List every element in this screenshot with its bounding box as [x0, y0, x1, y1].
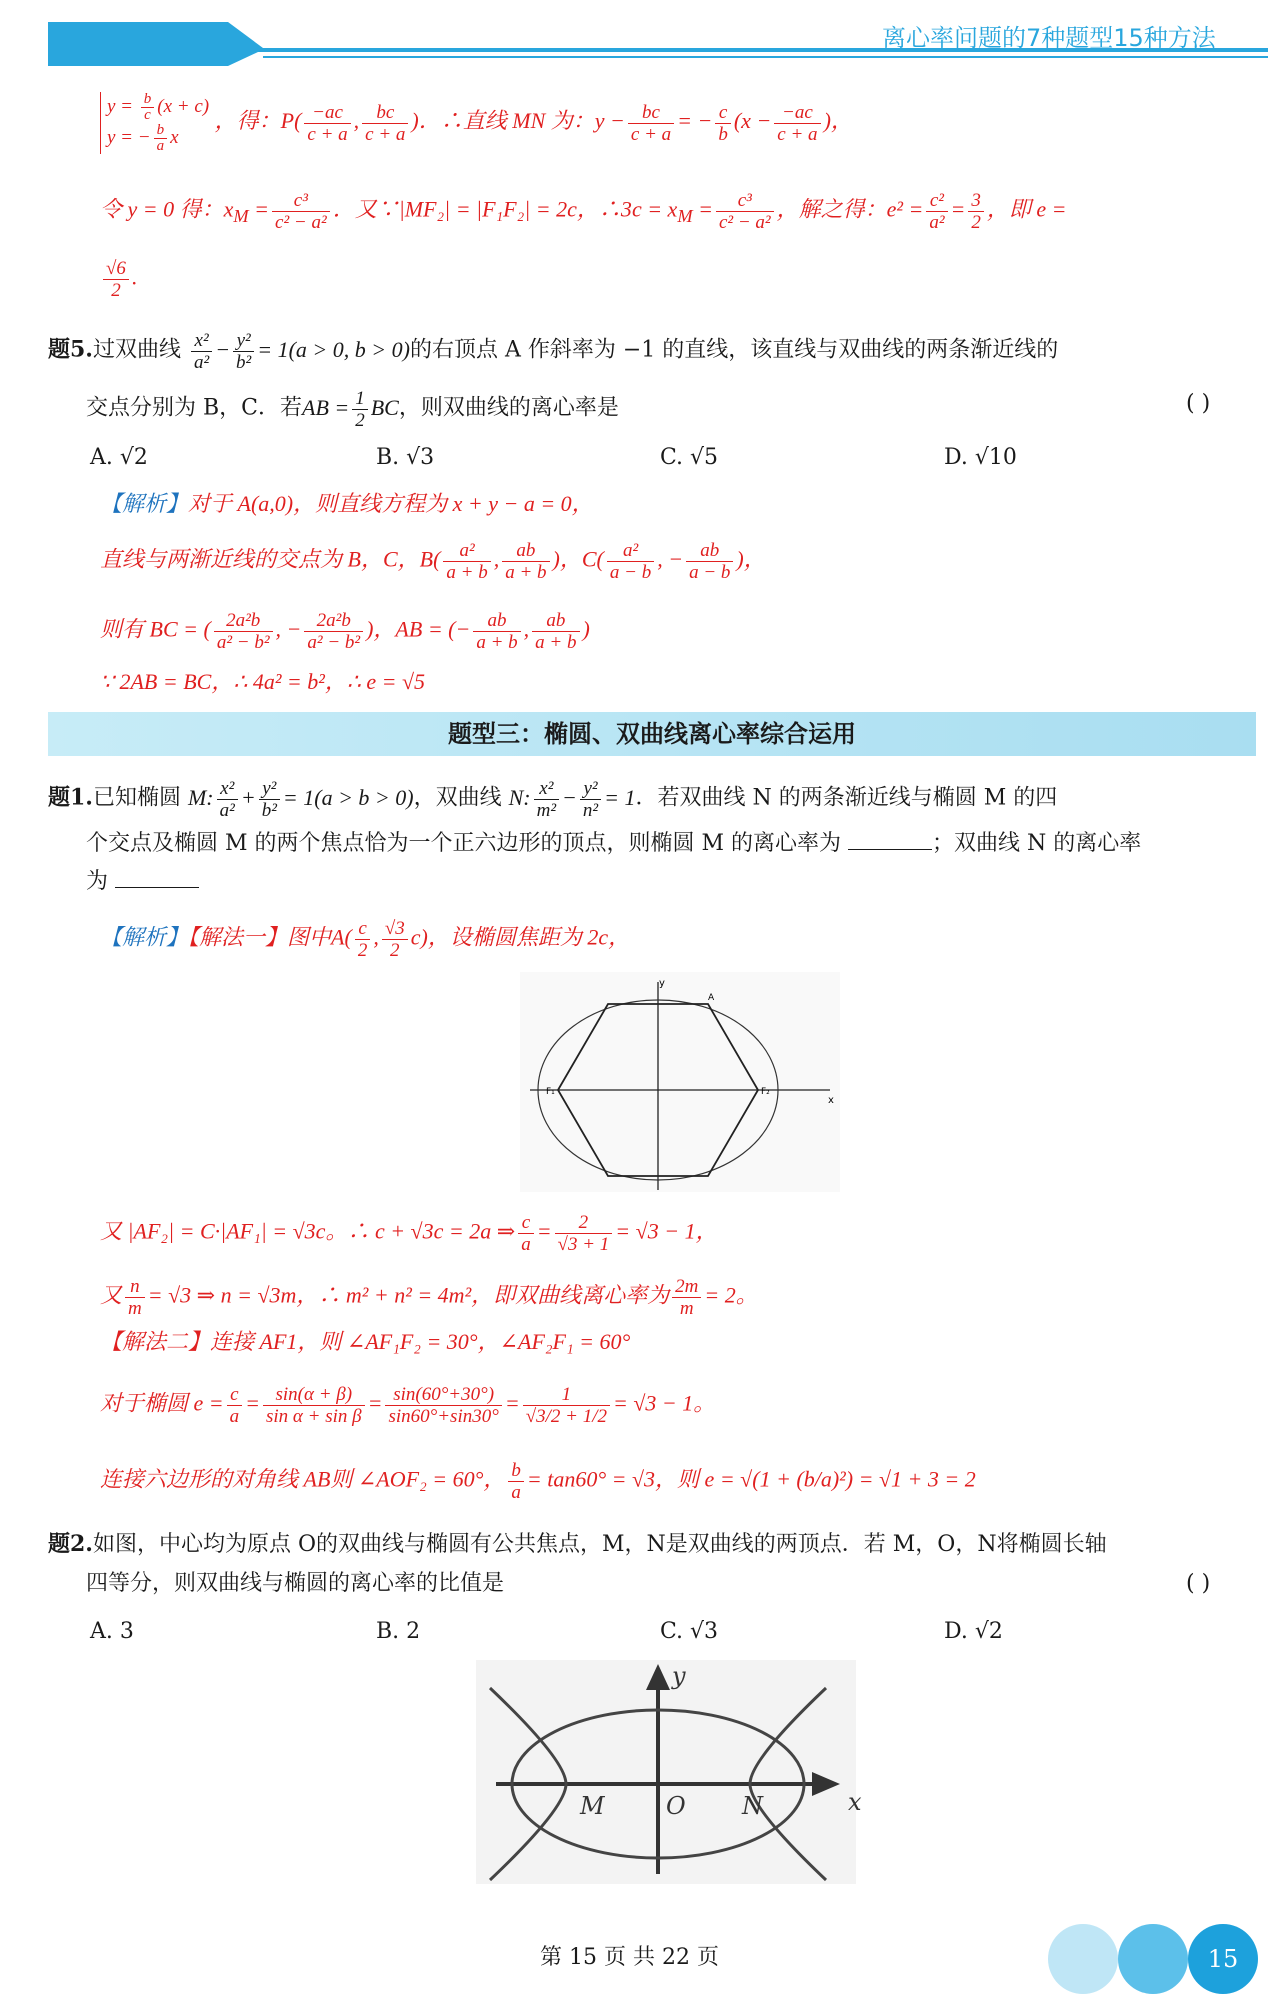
fig2-label-m: M: [580, 1792, 605, 1820]
q1-stem-line3: 为: [86, 866, 199, 898]
section-title-bar: 题型三：椭圆、双曲线离心率综合运用: [48, 712, 1256, 756]
q1-stem-line2: 个交点及椭圆 M 的两个焦点恰为一个正六边形的顶点，则椭圆 M 的离心率为 ；双曲线 N 的离心率: [86, 831, 1142, 856]
q5-stem-line1: 题5.过双曲线 $\frac{\text{x²}}{\text{a²}}$ − $\frac{\text{y²}}{\text{b²}}$ = 1(a > 0, b > 0)的右顶点 A 作斜率为 −1 的直线，该直线与双曲线的两条渐近线的: [48, 330, 1059, 373]
q5-option-d[interactable]: D. √10: [944, 445, 1017, 470]
q5-option-a[interactable]: A. √2: [90, 445, 148, 470]
fig1-label-y: y: [659, 978, 665, 989]
prev-solution-line3: $\frac{√6}{2}$ .: [100, 258, 137, 301]
q2-paren: ( ): [1186, 1571, 1211, 1596]
prev-solution-line2: 令 y = 0 得：$x_M$ = $\frac{\text{c³}}{\text{c² − a²}}$ ．又∵|MF₂| = |F₁F₂| = 2c，∴3c = $x_M$ = $\frac{\text{c³}}{\text{c² − a²}}$ ，解之得：e² = $\frac{\text{c²}}{\text{a²}}$ = $\frac{3}{2}$ ，即 e =: [100, 190, 1067, 233]
q1-stem-line1: 题1.已知椭圆 M: $\frac{\text{x²}}{\text{a²}}$ + $\frac{\text{y²}}{\text{b²}}$ = 1(a > b > 0)，双曲线 N: $\frac{\text{x²}}{\text{m²}}$ − $\frac{\text{y²}}{\text{n²}}$ = 1．若双曲线 N 的两条渐近线与椭圆 M 的四: [48, 778, 1058, 821]
q2-stem-line1: 题2.如图，中心均为原点 O的双曲线与椭圆有公共焦点，M，N是双曲线的两顶点．若 M，O，N将椭圆长轴: [48, 1531, 1107, 1557]
page-counter: 第 15 页 共 22 页: [540, 1945, 719, 1970]
q1-solution-line1: 【解析】【解法一】图中A( $\frac{c}{2}$ , $\frac{√3}{2}$ c)，设椭圆焦距为 2c，: [100, 918, 631, 961]
q5-solution-line3: 则有 BC = ( $\frac{\text{2a²b}}{\text{a² − b²}}$ , − $\frac{\text{2a²b}}{\text{a² − b²}}$ )，AB = (− $\frac{ab}{a + b}$ , $\frac{ab}{a + b}$ ): [100, 610, 590, 653]
q1-solution-line5: 对于椭圆 e = $\frac{c}{a}$ = $\frac{\sin(\alpha + \beta)}{\text{sin α + sin β}}$ = $\frac{\sin(60^\circ+30^\circ)}{\sin 60^\circ+\sin 30^\circ}$ = $\frac{1}{√3/2 + 1/2}$ = √3 − 1。: [100, 1384, 716, 1427]
prev-solution-line1: y = $\frac{b}{c}$ (x + c) y = − $\frac{b}{a}$ x ，得：P( $\frac{-ac}{c + a}$ , $\frac{bc}{c + a}$ )．∴直线 MN 为：y − $\frac{bc}{c + a}$ = − $\frac{c}{b}$ (x − $\frac{-ac}{c + a}$ )，: [100, 92, 853, 154]
q1-solution-line6: 连接六边形的对角线 AB则 ∠AOF₂ = 60°， $\frac{b}{a}$ = tan60° = √3，则 e = √(1 + (b/a)²) = √1 + 3 = 2: [100, 1460, 976, 1503]
q2-option-d[interactable]: D. √2: [944, 1619, 1003, 1644]
fig2-label-o: O: [666, 1792, 686, 1820]
q1-solution-line3: 又 $\frac{n}{m}$ = √3 ⇒ n = √3m，∴ m² + n² = 4m²，即双曲线离心率为 $\frac{2m}{m}$ = 2。: [100, 1276, 758, 1319]
ellipse-hexagon-figure: [520, 972, 840, 1192]
q5-solution-line2: 直线与两渐近线的交点为 B，C，B( $\frac{\text{a²}}{a + b}$ , $\frac{ab}{a + b}$ )，C( $\frac{\text{a²}}{a - b}$ , − $\frac{ab}{a - b}$ )，: [100, 540, 766, 583]
q2-option-a[interactable]: A. 3: [90, 1619, 134, 1644]
fig1-label-x: x: [828, 1095, 834, 1106]
fig1-label-a: A: [708, 993, 715, 1003]
q5-option-b[interactable]: B. √3: [376, 445, 435, 470]
fig2-label-y: y: [672, 1662, 686, 1690]
q5-stem-line2: 交点分别为 B，C．若AB = $\frac{1}{2}$ BC，则双曲线的离心率是: [86, 388, 619, 431]
q2-option-b[interactable]: B. 2: [376, 1619, 421, 1644]
footer-circle-light: [1048, 1924, 1118, 1994]
answer-blank-2[interactable]: [115, 867, 199, 888]
q1-solution-line4: 【解法二】连接 AF1，则 ∠AF₁F₂ = 30°，∠AF₂F₁ = 60°: [100, 1329, 631, 1354]
q2-stem-line2: 四等分，则双曲线与椭圆的离心率的比值是: [86, 1571, 505, 1596]
header-title: 离心率问题的7种题型15种方法: [882, 24, 1216, 52]
fig2-label-n: N: [742, 1792, 763, 1820]
fig1-label-f2: F₂: [761, 1087, 770, 1097]
q2-option-c[interactable]: C. √3: [660, 1619, 719, 1644]
fig2-label-x: x: [848, 1788, 862, 1816]
footer-page-number: 15: [1188, 1924, 1258, 1994]
answer-blank-1[interactable]: [848, 829, 932, 850]
ellipse-hyperbola-figure: [476, 1660, 862, 1884]
q5-paren: ( ): [1186, 391, 1211, 416]
q5-option-c[interactable]: C. √5: [660, 445, 719, 470]
q1-solution-line2: 又 |AF₂| = C·|AF₁| = √3c。∴ c + √3c = 2a ⇒ $\frac{c}{a}$ = $\frac{2}{√3 + 1}$ = √3 − 1，: [100, 1212, 718, 1255]
q5-solution-line4: ∵ 2AB = BC，∴ 4a² = b²，∴ e = √5: [100, 669, 426, 694]
q5-solution-line1: 【解析】对于 A(a,0)，则直线方程为 x + y − a = 0，: [100, 491, 594, 516]
fig1-label-f1: F₁: [546, 1087, 555, 1097]
footer-circle-mid: [1118, 1924, 1188, 1994]
